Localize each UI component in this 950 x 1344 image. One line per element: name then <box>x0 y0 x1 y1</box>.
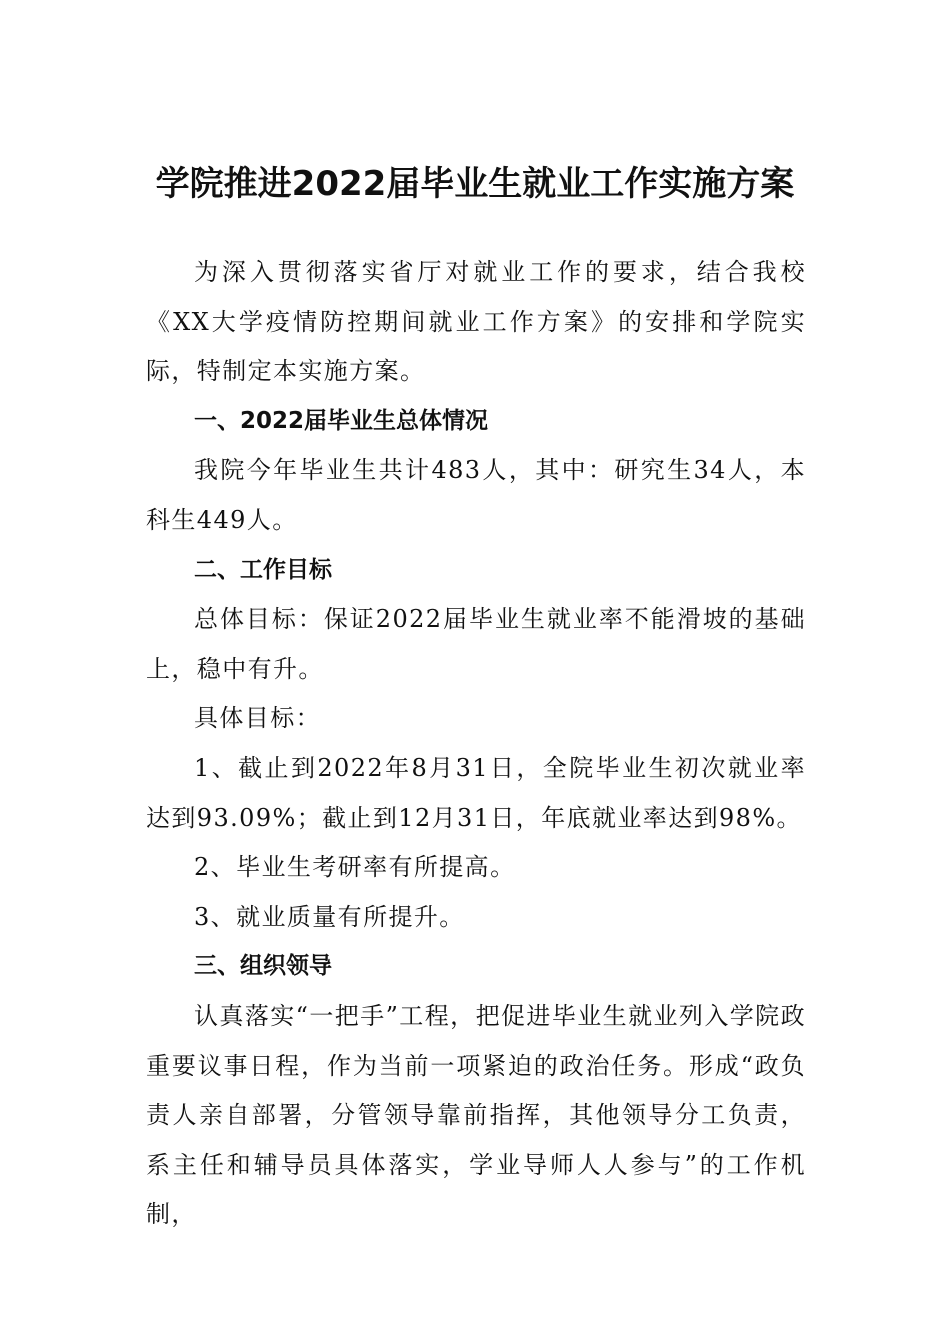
paragraph-specific-goals-label: 具体目标： <box>194 704 321 733</box>
intro-paragraph: 为深入贯彻落实省厅对就业工作的要求，结合我校《XX大学疫情防控期间就业工作方案》的安排和学院实际，特制定本实施方案。 <box>146 258 806 386</box>
paragraph-graduate-count: 我院今年毕业生共计483人，其中：研究生34人，本科生449人。 <box>146 456 806 534</box>
section-heading-overview: 一、2022届毕业生总体情况 <box>194 407 489 434</box>
paragraph-overall-goal: 总体目标：保证2022届毕业生就业率不能滑坡的基础上，稳中有升。 <box>146 605 806 683</box>
paragraph-goal-1: 1、截止到2022年8月31日，全院毕业生初次就业率达到93.09%；截止到12月31日，年底就业率达到98%。 <box>146 753 806 832</box>
document-title: 学院推进2022届毕业生就业工作实施方案 <box>155 163 795 204</box>
section-heading-leadership: 三、组织领导 <box>194 953 332 980</box>
document-body <box>146 248 806 1240</box>
paragraph-leadership: 认真落实“一把手”工程，把促进毕业生就业列入学院政重要议事日程，作为当前一项紧迫的政治任务。形成“政负责人亲自部署，分管领导靠前指挥，其他领导分工负责，系主任和辅导员具体落实，学业导师人人参与”的工作机制， <box>146 1001 806 1229</box>
paragraph-goal-2: 2、毕业生考研率有所提高。 <box>194 853 516 882</box>
section-heading-goals: 二、工作目标 <box>194 556 332 583</box>
paragraph-goal-3: 3、就业质量有所提升。 <box>194 902 465 931</box>
